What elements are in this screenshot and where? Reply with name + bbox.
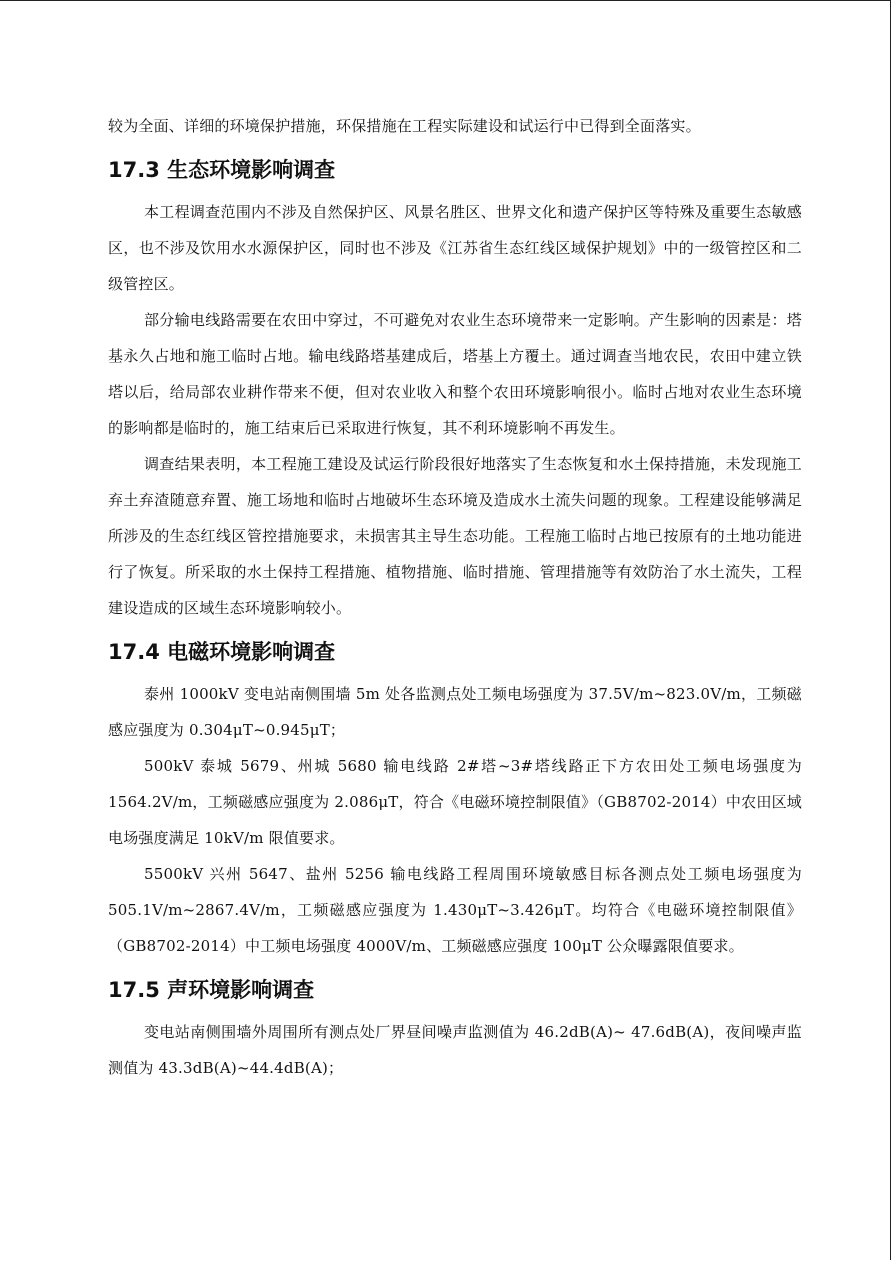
section-17-5: [108, 970, 802, 1086]
section-17-4: [108, 632, 802, 964]
section-17-3: [108, 150, 802, 626]
paragraph: 泰州 1000kV 变电站南侧围墙 5m 处各监测点处工频电场强度为 37.5V/m~823.0V/m，工频磁感应强度为 0.304μT~0.945μT；: [108, 685, 802, 739]
paragraph: 变电站南侧围墙外周围所有测点处厂界昼间噪声监测值为 46.2dB(A)~ 47.6dB(A)，夜间噪声监测值为 43.3dB(A)~44.4dB(A)；: [108, 1023, 802, 1077]
paragraph: 500kV 泰城 5679、州城 5680 输电线路 2#塔~3#塔线路正下方农田处工频电场强度为 1564.2V/m，工频磁感应强度为 2.086μT，符合《电磁环境控制限值》（GB8702-2014）中农田区域电场强度满足 10kV/m 限值要求。: [108, 757, 802, 847]
section-heading: 17.4 电磁环境影响调查: [108, 640, 336, 664]
document-body: [108, 108, 802, 1086]
paragraph: 部分输电线路需要在农田中穿过，不可避免对农业生态环境带来一定影响。产生影响的因素是：塔基永久占地和施工临时占地。输电线路塔基建成后，塔基上方覆土。通过调查当地农民，农田中建立铁塔以后，给局部农业耕作带来不便，但对农业收入和整个农田环境影响很小。临时占地对农业生态环境的影响都是临时的，施工结束后已采取进行恢复，其不利环境影响不再发生。: [108, 311, 802, 437]
paragraph: 本工程调查范围内不涉及自然保护区、风景名胜区、世界文化和遗产保护区等特殊及重要生态敏感区，也不涉及饮用水水源保护区，同时也不涉及《江苏省生态红线区域保护规划》中的一级管控区和二级管控区。: [108, 203, 802, 293]
paragraph: 调查结果表明，本工程施工建设及试运行阶段很好地落实了生态恢复和水土保持措施，未发现施工弃土弃渣随意弃置、施工场地和临时占地破坏生态环境及造成水土流失问题的现象。工程建设能够满足所涉及的生态红线区管控措施要求，未损害其主导生态功能。工程施工临时占地已按原有的土地功能进行了恢复。所采取的水土保持工程措施、植物措施、临时措施、管理措施等有效防治了水土流失，工程建设造成的区域生态环境影响较小。: [108, 455, 802, 617]
paragraph-continuation: 较为全面、详细的环境保护措施，环保措施在工程实际建设和试运行中已得到全面落实。: [108, 117, 701, 135]
paragraph: 5500kV 兴州 5647、盐州 5256 输电线路工程周围环境敏感目标各测点处工频电场强度为 505.1V/m~2867.4V/m，工频磁感应强度为 1.430μT~3.426μT。均符合《电磁环境控制限值》（GB8702-2014）中工频电场强度 4000V/m、工频磁感应强度 100μT 公众曝露限值要求。: [108, 865, 802, 955]
section-heading: 17.3 生态环境影响调查: [108, 158, 336, 182]
section-heading: 17.5 声环境影响调查: [108, 978, 315, 1002]
